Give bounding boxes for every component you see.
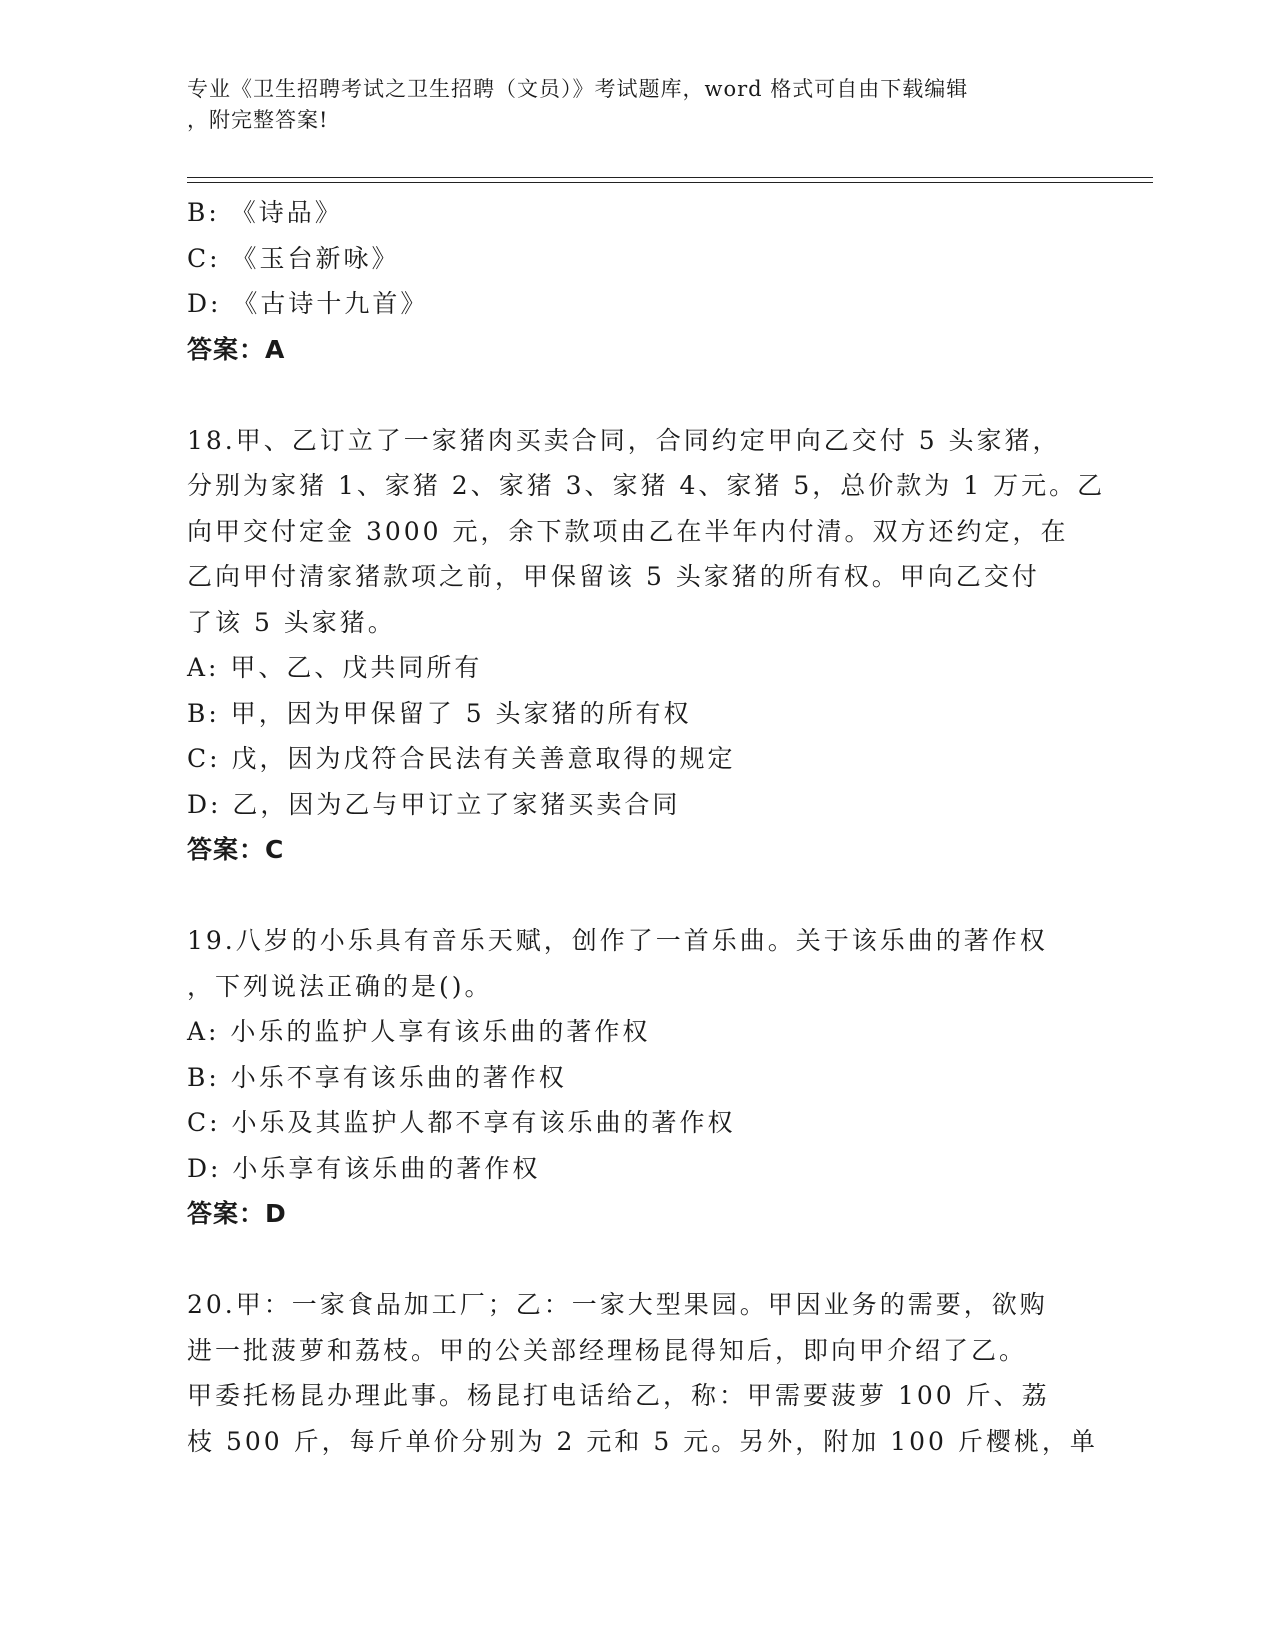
header-line-2: ，附完整答案! xyxy=(187,108,329,132)
header-divider-bottom xyxy=(187,182,1153,183)
option-d: D: 乙，因为乙与甲订立了家猪买卖合同 xyxy=(187,789,681,819)
option-b: B: 甲，因为甲保留了 5 头家猪的所有权 xyxy=(187,698,692,728)
question-stem-line: ，下列说法正确的是()。 xyxy=(187,971,493,1001)
option-c: C: 戊，因为戊符合民法有关善意取得的规定 xyxy=(187,744,736,773)
question-18 xyxy=(187,418,1106,873)
question-stem-line: 了该 5 头家猪。 xyxy=(187,607,396,637)
option-a: A: 甲、乙、戊共同所有 xyxy=(187,653,483,682)
document-header xyxy=(187,74,1067,136)
question-stem-line: 进一批菠萝和荔枝。甲的公关部经理杨昆得知后，即向甲介绍了乙。 xyxy=(187,1335,1028,1365)
option-c: C: 小乐及其监护人都不享有该乐曲的著作权 xyxy=(187,1108,736,1137)
question-stem-line: 18.甲、乙订立了一家猪肉买卖合同，合同约定甲向乙交付 5 头家猪， xyxy=(187,425,1061,455)
spacer xyxy=(187,372,1087,418)
spacer xyxy=(187,873,1087,919)
answer-label: 答案：A xyxy=(187,334,286,364)
question-stem-line: 乙向甲付清家猪款项之前，甲保留该 5 头家猪的所有权。甲向乙交付 xyxy=(187,562,1040,591)
question-stem-line: 枝 500 斤，每斤单价分别为 2 元和 5 元。另外，附加 100 斤樱桃，单 xyxy=(187,1426,1098,1456)
document-body xyxy=(187,190,1106,1464)
answer-label: 答案：D xyxy=(187,1199,287,1228)
question-19 xyxy=(187,918,1087,1237)
option-d: D: 小乐享有该乐曲的著作权 xyxy=(187,1153,541,1183)
option-d: D: 《古诗十九首》 xyxy=(187,289,429,318)
question-stem-line: 20.甲：一家食品加工厂；乙：一家大型果园。甲因业务的需要，欲购 xyxy=(187,1290,1048,1319)
question-17-tail xyxy=(187,190,1087,372)
header-line-1: 专业《卫生招聘考试之卫生招聘（文员）》考试题库，word 格式可自由下载编辑 xyxy=(187,77,969,101)
spacer xyxy=(187,1237,1087,1283)
option-a: A: 小乐的监护人享有该乐曲的著作权 xyxy=(187,1017,651,1046)
question-stem-line: 甲委托杨昆办理此事。杨昆打电话给乙，称：甲需要菠萝 100 斤、荔 xyxy=(187,1381,1050,1410)
question-20 xyxy=(187,1282,1098,1464)
answer-label: 答案：C xyxy=(187,835,285,864)
option-b: B: 《诗品》 xyxy=(187,198,343,227)
option-b: B: 小乐不享有该乐曲的著作权 xyxy=(187,1062,567,1092)
question-stem-line: 19.八岁的小乐具有音乐天赋，创作了一首乐曲。关于该乐曲的著作权 xyxy=(187,926,1048,955)
question-stem-line: 分别为家猪 1、家猪 2、家猪 3、家猪 4、家猪 5，总价款为 1 万元。乙 xyxy=(187,471,1106,500)
question-stem-line: 向甲交付定金 3000 元，余下款项由乙在半年内付清。双方还约定，在 xyxy=(187,516,1069,546)
option-c: C: 《玉台新咏》 xyxy=(187,243,400,273)
header-divider-top xyxy=(187,177,1153,178)
